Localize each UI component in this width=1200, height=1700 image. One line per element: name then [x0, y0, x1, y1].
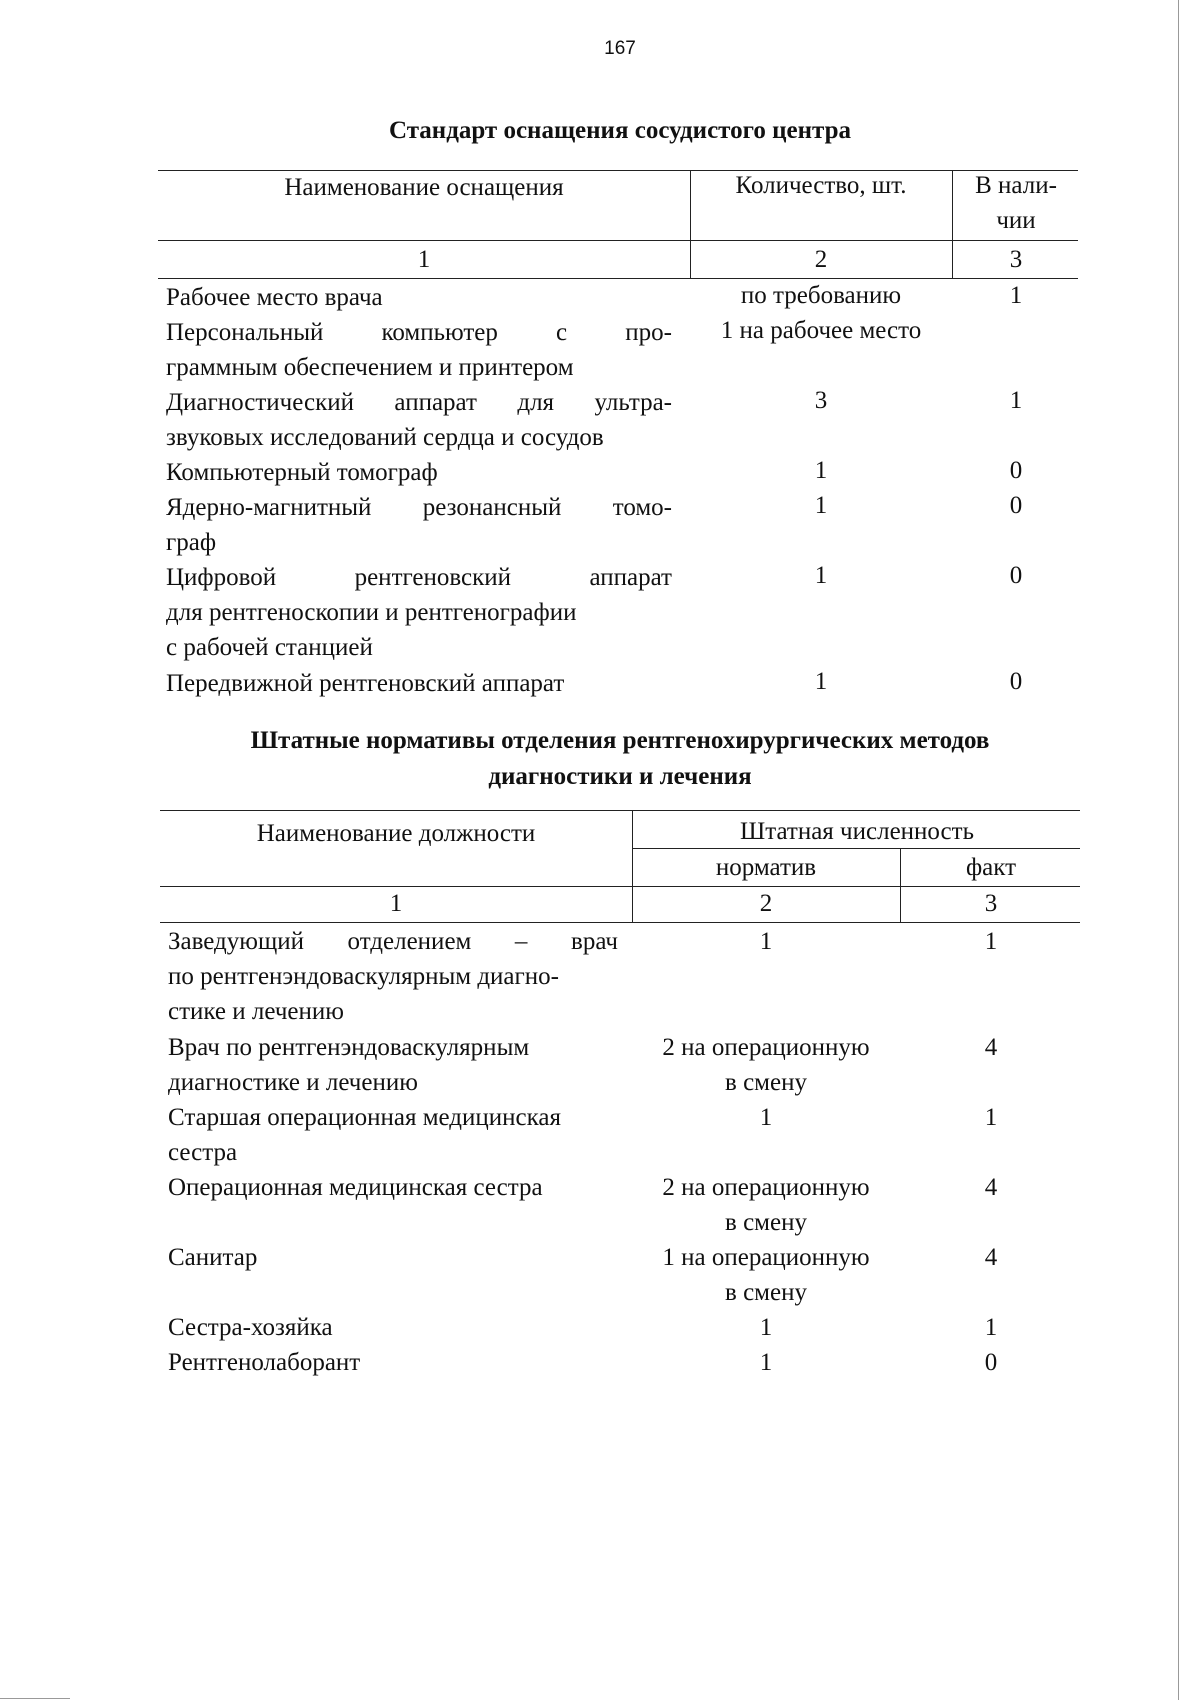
table2-row-fact: 1: [984, 928, 998, 955]
table2-row-name: Врач по рентгенэндоваскулярным: [168, 1034, 530, 1061]
table2-row-norm: в смену: [725, 1279, 807, 1306]
table1-row-name: звуковых исследований сердца и сосудов: [166, 424, 604, 451]
table1-row-avail: 0: [1009, 457, 1023, 484]
table2-row-fact: 1: [984, 1104, 998, 1131]
table2-row-name: диагностике и лечению: [168, 1069, 418, 1096]
table2-row-norm: 2 на операционную: [662, 1174, 870, 1201]
table2-row-fact: 1: [984, 1314, 998, 1341]
table1-header-avail-line1: В нали-: [975, 172, 1057, 199]
scan-edge-right: [1178, 0, 1179, 1700]
table2-col-divider-1: [632, 810, 633, 922]
table2-row-name: Сестра-хозяйка: [168, 1314, 333, 1341]
table2-colnum-3: 3: [984, 890, 998, 917]
table1-row-name: Рабочее место врача: [166, 284, 383, 311]
table1-row-name: Диагностический аппарат для ультра-: [166, 389, 672, 416]
table1-col-divider-2: [952, 170, 953, 278]
table2-row-norm: 2 на операционную: [662, 1034, 870, 1061]
table2-row-norm: в смену: [725, 1209, 807, 1236]
table1-row-qty: 1 на рабочее место: [720, 317, 922, 344]
table2-header-name: Наименование должности: [256, 820, 536, 847]
table2-row-norm: в смену: [725, 1069, 807, 1096]
table1-row-avail: 1: [1009, 282, 1023, 309]
table1-row-avail: 1: [1009, 387, 1023, 414]
table2-title-line2: диагностики и лечения: [488, 763, 752, 790]
table2-row-norm: 1: [759, 1314, 773, 1341]
table2-row-norm: 1 на операционную: [662, 1244, 870, 1271]
table1-row-qty: 1: [814, 562, 828, 589]
table2-header-staff: Штатная численность: [740, 818, 974, 845]
table2-row-fact: 4: [984, 1034, 998, 1061]
table1-row-qty: 1: [814, 492, 828, 519]
table2-row-name: по рентгенэндоваскулярным диагно-: [168, 963, 559, 990]
table2-col-divider-2: [900, 848, 901, 922]
table1-row-name: Цифровой рентгеновский аппарат: [166, 564, 672, 591]
table1-row-name: Ядерно-магнитный резонансный томо-: [166, 494, 672, 521]
table2-row-fact: 4: [984, 1244, 998, 1271]
table1-row-name: с рабочей станцией: [166, 634, 373, 661]
table1-row-qty: по требованию: [740, 282, 902, 309]
table2-top-rule: [160, 810, 1080, 811]
table2-row-name: стике и лечению: [168, 998, 344, 1025]
table2-row-norm: 1: [759, 1349, 773, 1376]
table2-title-line1: Штатные нормативы отделения рентгенохирургических методов: [250, 727, 990, 754]
table1-row-avail: 0: [1009, 668, 1023, 695]
table1-row-name: граммным обеспечением и принтером: [166, 354, 574, 381]
table1-row-name: Компьютерный томограф: [166, 459, 438, 486]
table1-row-qty: 1: [814, 457, 828, 484]
table2-row-name: Санитар: [168, 1244, 258, 1271]
table2-row-name: Старшая операционная медицинская: [168, 1104, 561, 1131]
table1-row-avail: 0: [1009, 562, 1023, 589]
table1-row-name: для рентгеноскопии и рентгенографии: [166, 599, 577, 626]
table1-col-divider-1: [690, 170, 691, 278]
table2-row-fact: 0: [984, 1349, 998, 1376]
scan-edge-bottom: [0, 1698, 70, 1699]
table2-row-name: Рентгенолаборант: [168, 1349, 361, 1376]
table1-row-name: граф: [166, 529, 217, 556]
table1-row-qty: 3: [814, 387, 828, 414]
table2-row-norm: 1: [759, 928, 773, 955]
table2-colnum-2: 2: [759, 890, 773, 917]
table1-header-avail-line2: чии: [996, 207, 1036, 234]
table2-row-name: Заведующий отделением – врач: [168, 928, 618, 955]
table1-header-qty: Количество, шт.: [735, 172, 907, 199]
table1-header-name: Наименование оснащения: [284, 174, 564, 201]
table2-numbers-rule: [160, 922, 1080, 923]
table2-row-name: сестра: [168, 1139, 238, 1166]
table2-row-fact: 4: [984, 1174, 998, 1201]
table2-row-name: Операционная медицинская сестра: [168, 1174, 543, 1201]
table1-colnum-2: 2: [814, 246, 828, 273]
table1-title: Стандарт оснащения сосудистого центра: [388, 117, 851, 144]
page-number: 167: [604, 38, 636, 59]
table1-header-rule: [158, 240, 1078, 241]
table1-row-qty: 1: [814, 668, 828, 695]
table1-row-avail: 0: [1009, 492, 1023, 519]
table1-row-name: Персональный компьютер с про-: [166, 319, 672, 346]
table1-colnum-3: 3: [1009, 246, 1023, 273]
table2-header-fact: факт: [965, 854, 1017, 881]
table2-row-norm: 1: [759, 1104, 773, 1131]
table1-colnum-1: 1: [417, 246, 431, 273]
table2-header-norm: норматив: [715, 854, 817, 881]
table2-colnum-1: 1: [389, 890, 403, 917]
table1-row-name: Передвижной рентгеновский аппарат: [166, 670, 565, 697]
